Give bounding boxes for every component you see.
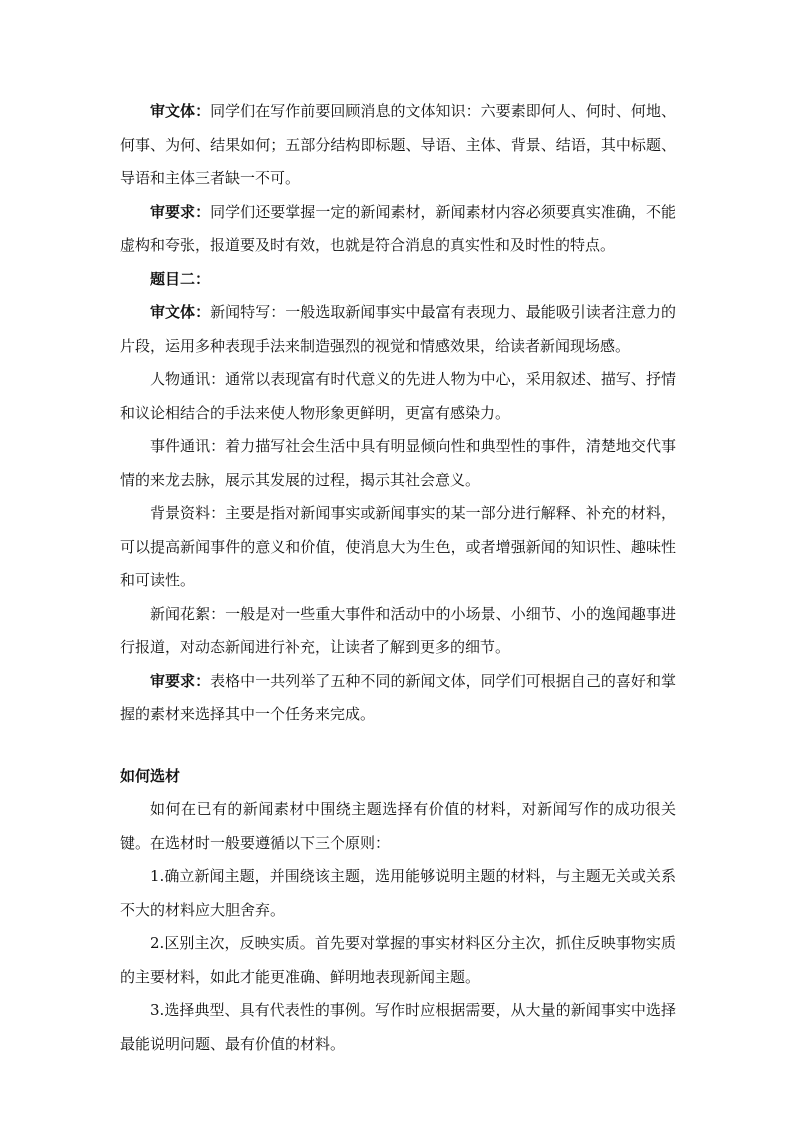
- document-body: [120, 95, 676, 1061]
- paragraph-genre-review-1: [120, 95, 676, 196]
- topic-two-heading: [120, 263, 676, 297]
- paragraph-genre-review-2: [120, 296, 676, 363]
- paragraph-text: 人物通讯：通常以表现富有时代意义的先进人物为中心，采用叙述、描写、抒情和议论相结合的手法来使人物形象更鲜明，更富有感染力。: [120, 370, 676, 422]
- heading-text: 题目二：: [150, 269, 211, 288]
- paragraph-person-report: [120, 363, 676, 430]
- paragraph-event-report: [120, 430, 676, 497]
- paragraph-text: 事件通讯：着力描写社会生活中具有明显倾向性和典型性的事件，清楚地交代事情的来龙去脉，展示其发展的过程，揭示其社会意义。: [120, 437, 676, 489]
- paragraph-background-material: [120, 497, 676, 598]
- paragraph-lead: 审要求：: [150, 202, 211, 221]
- section-spacer: [120, 732, 676, 760]
- section-title-material-selection: 如何选材: [120, 766, 181, 785]
- paragraph-lead: 审文体：: [150, 303, 211, 321]
- paragraph-text: 新闻花絮：一般是对一些重大事件和活动中的小场景、小细节、小的逸闻趣事进行报道，对动态新闻进行补充，让读者了解到更多的细节。: [120, 604, 676, 656]
- paragraph-requirement-review-1: [120, 196, 676, 263]
- principle-item-2: 2.区别主次，反映实质。首先要对掌握的事实材料区分主次，抓住反映事物实质的主要材料，如此才能更准确、鲜明地表现新闻主题。: [120, 934, 676, 986]
- paragraph-text: 同学们在写作前要回顾消息的文体知识：六要素即何人、何时、何地、何事、为何、结果如何；五部分结构即标题、导语、主体、背景、结语，其中标题、导语和主体三者缺一不可。: [120, 102, 676, 187]
- paragraph-news-tidbits: [120, 598, 676, 665]
- paragraph-requirement-review-2: [120, 665, 676, 732]
- paragraph-text: 如何在已有的新闻素材中围绕主题选择有价值的材料，对新闻写作的成功很关键。在选材时一般要遵循以下三个原则：: [120, 800, 676, 852]
- paragraph-text: 新闻特写：一般选取新闻事实中最富有表现力、最能吸引读者注意力的片段，运用多种表现手法来制造强烈的视觉和情感效果，给读者新闻现场感。: [120, 303, 676, 355]
- principle-item-1: 1.确立新闻主题，并围绕该主题，选用能够说明主题的材料，与主题无关或关系不大的材料应大胆舍弃。: [120, 867, 676, 919]
- paragraph-text: 表格中一共列举了五种不同的新闻文体，同学们可根据自己的喜好和掌握的素材来选择其中一个任务来完成。: [120, 671, 676, 723]
- paragraph-text: 同学们还要掌握一定的新闻素材，新闻素材内容必须要真实准确，不能虚构和夸张，报道要及时有效，也就是符合消息的真实性和及时性的特点。: [120, 202, 676, 254]
- paragraph-selection-intro: [120, 793, 676, 860]
- principle-item-3: 3.选择典型、具有代表性的事例。写作时应根据需要，从大量的新闻事实中选择最能说明问题、最有价值的材料。: [120, 1001, 676, 1053]
- paragraph-lead: 审文体：: [150, 102, 211, 120]
- paragraph-text: 背景资料：主要是指对新闻事实或新闻事实的某一部分进行解释、补充的材料，可以提高新闻事件的意义和价值，使消息大为生色，或者增强新闻的知识性、趣味性和可读性。: [120, 504, 676, 589]
- paragraph-lead: 审要求：: [150, 671, 211, 690]
